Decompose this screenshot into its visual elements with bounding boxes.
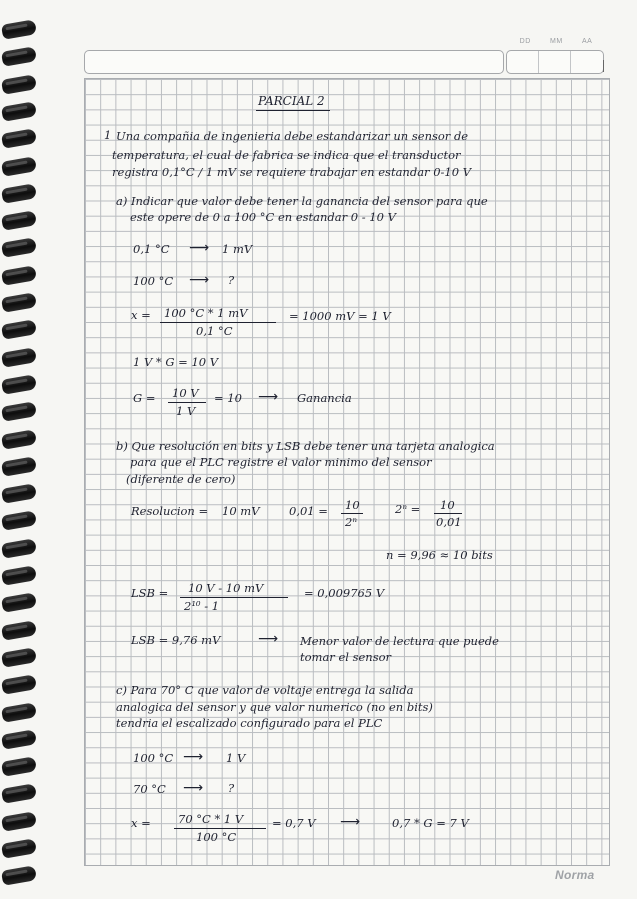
- qb-r-numerator: 10: [345, 498, 360, 512]
- arrow-icon: ⟶: [183, 780, 204, 796]
- qc-x-denominator: 100 °C: [196, 830, 237, 844]
- qb-lsb2-text-2: tomar el sensor: [300, 650, 392, 664]
- qc-line-1: c) Para 70° C que valor de voltaje entrega la salida: [116, 683, 414, 697]
- qc-x-result: = 0,7 V: [272, 816, 316, 830]
- arrow-icon: ⟶: [258, 389, 279, 405]
- date-cell-day: [507, 51, 539, 73]
- qc-rule-2-right: ?: [228, 781, 235, 795]
- date-box: [506, 50, 604, 74]
- qa-rule-1-left: 0,1 °C: [133, 242, 170, 256]
- qa-g-result: = 10: [214, 391, 242, 405]
- spiral-ring: [1, 19, 37, 40]
- title-underline: [256, 110, 330, 111]
- qc-rule-2-left: 70 °C: [133, 782, 166, 796]
- qa-rule-2-left: 100 °C: [133, 274, 174, 288]
- spiral-binding: [0, 0, 40, 899]
- qa-g-word: Ganancia: [297, 391, 352, 405]
- fraction-bar: [180, 597, 288, 598]
- qb-p-left: 2ⁿ =: [395, 502, 421, 516]
- fraction-bar: [434, 513, 462, 514]
- arrow-icon: ⟶: [189, 240, 210, 256]
- spiral-ring: [1, 347, 37, 368]
- spiral-ring: [1, 156, 37, 177]
- qa-rule-2-right: ?: [228, 273, 235, 287]
- spiral-ring: [1, 265, 37, 286]
- page-title: PARCIAL 2: [258, 94, 325, 108]
- spiral-ring: [1, 210, 37, 231]
- q1-line-1: Una compañia de ingenieria debe estandarizar un sensor de: [116, 129, 469, 143]
- qb-lsb-result: = 0,009765 V: [304, 586, 385, 600]
- spiral-ring: [1, 74, 37, 95]
- qb-res-label: Resolucion =: [131, 504, 209, 518]
- header-box: [84, 50, 504, 74]
- date-label-month: MM: [550, 38, 563, 45]
- qb-r-eq: 0,01 =: [289, 504, 328, 518]
- spiral-ring: [1, 238, 37, 259]
- date-cell-month: [539, 51, 571, 73]
- fraction-bar: [341, 513, 363, 514]
- spiral-ring: [1, 565, 37, 586]
- qc-x-numerator: 70 °C * 1 V: [178, 812, 244, 826]
- spiral-ring: [1, 647, 37, 668]
- spiral-ring: [1, 456, 37, 477]
- spiral-ring: [1, 401, 37, 422]
- qb-lsb-numerator: 10 V - 10 mV: [188, 581, 264, 595]
- arrow-icon: ⟶: [258, 631, 279, 647]
- qc-x-result-2: 0,7 * G = 7 V: [392, 816, 469, 830]
- spiral-ring: [1, 784, 37, 805]
- fraction-bar: [160, 322, 276, 323]
- qa-g-numerator: 10 V: [172, 386, 199, 400]
- spiral-ring: [1, 374, 37, 395]
- qb-r-denominator: 2ⁿ: [345, 515, 357, 529]
- qc-rule-1-left: 100 °C: [133, 751, 174, 765]
- spiral-ring: [1, 101, 37, 122]
- qa-g-left: G =: [133, 391, 156, 405]
- spiral-ring: [1, 292, 37, 313]
- q1-number: 1: [104, 128, 112, 142]
- qc-x-left: x =: [131, 816, 151, 830]
- spiral-ring: [1, 511, 37, 532]
- qb-p-denominator: 0,01: [436, 515, 462, 529]
- qb-lsb-denominator: 2¹⁰ - 1: [184, 599, 220, 613]
- qa-rule-1-right: 1 mV: [222, 242, 253, 256]
- qb-res-value: 10 mV: [222, 504, 260, 518]
- qa-eq-x: x =: [131, 308, 151, 322]
- spiral-ring: [1, 620, 37, 641]
- spiral-ring: [1, 592, 37, 613]
- qb-p-numerator: 10: [440, 498, 455, 512]
- arrow-icon: ⟶: [340, 814, 361, 830]
- spiral-ring: [1, 183, 37, 204]
- qb-line-2: para que el PLC registre el valor minimo del sensor: [130, 455, 432, 469]
- arrow-icon: ⟶: [189, 272, 210, 288]
- qb-line-3: (diferente de cero): [126, 472, 236, 486]
- spiral-ring: [1, 483, 37, 504]
- qb-lsb2-left: LSB = 9,76 mV: [131, 633, 221, 647]
- spiral-ring: [1, 729, 37, 750]
- spiral-ring: [1, 865, 37, 886]
- qb-n-result: n = 9,96 ≈ 10 bits: [386, 548, 493, 562]
- margin-tick: [603, 60, 604, 72]
- qa-eq-numerator: 100 °C * 1 mV: [164, 306, 248, 320]
- qb-line-1: b) Que resolución en bits y LSB debe tener una tarjeta analogica: [116, 439, 495, 453]
- fraction-bar: [168, 402, 206, 403]
- date-labels: [510, 38, 602, 45]
- qb-lsb-left: LSB =: [131, 586, 169, 600]
- qc-line-3: tendria el escalizado configurado para el PLC: [116, 716, 383, 730]
- fraction-bar: [174, 828, 266, 829]
- qa-eq-denominator: 0,1 °C: [196, 324, 233, 338]
- qa-eq-result: = 1000 mV = 1 V: [289, 309, 391, 323]
- qa-line-1: a) Indicar que valor debe tener la ganancia del sensor para que: [116, 194, 488, 208]
- spiral-ring: [1, 674, 37, 695]
- qc-line-2: analogica del sensor y que valor numerico (no en bits): [116, 700, 433, 714]
- spiral-ring: [1, 811, 37, 832]
- q1-line-2: temperatura, el cual de fabrica se indica que el transductor: [112, 148, 461, 162]
- qa-line-2: este opere de 0 a 100 °C en estandar 0 - 10 V: [130, 210, 396, 224]
- brand-logo: Norma: [555, 868, 595, 882]
- arrow-icon: ⟶: [183, 749, 204, 765]
- q1-line-3: registra 0,1°C / 1 mV se requiere trabajar en estandar 0-10 V: [112, 165, 472, 179]
- spiral-ring: [1, 319, 37, 340]
- qb-lsb2-text-1: Menor valor de lectura que puede: [300, 634, 499, 648]
- qa-g-denominator: 1 V: [176, 404, 196, 418]
- spiral-ring: [1, 702, 37, 723]
- qc-rule-1-right: 1 V: [226, 751, 246, 765]
- spiral-ring: [1, 128, 37, 149]
- spiral-ring: [1, 838, 37, 859]
- spiral-ring: [1, 46, 37, 67]
- spiral-ring: [1, 756, 37, 777]
- date-label-year: AA: [582, 38, 593, 45]
- date-label-day: DD: [519, 38, 531, 45]
- qa-eq-2: 1 V * G = 10 V: [133, 355, 219, 369]
- spiral-ring: [1, 429, 37, 450]
- spiral-ring: [1, 538, 37, 559]
